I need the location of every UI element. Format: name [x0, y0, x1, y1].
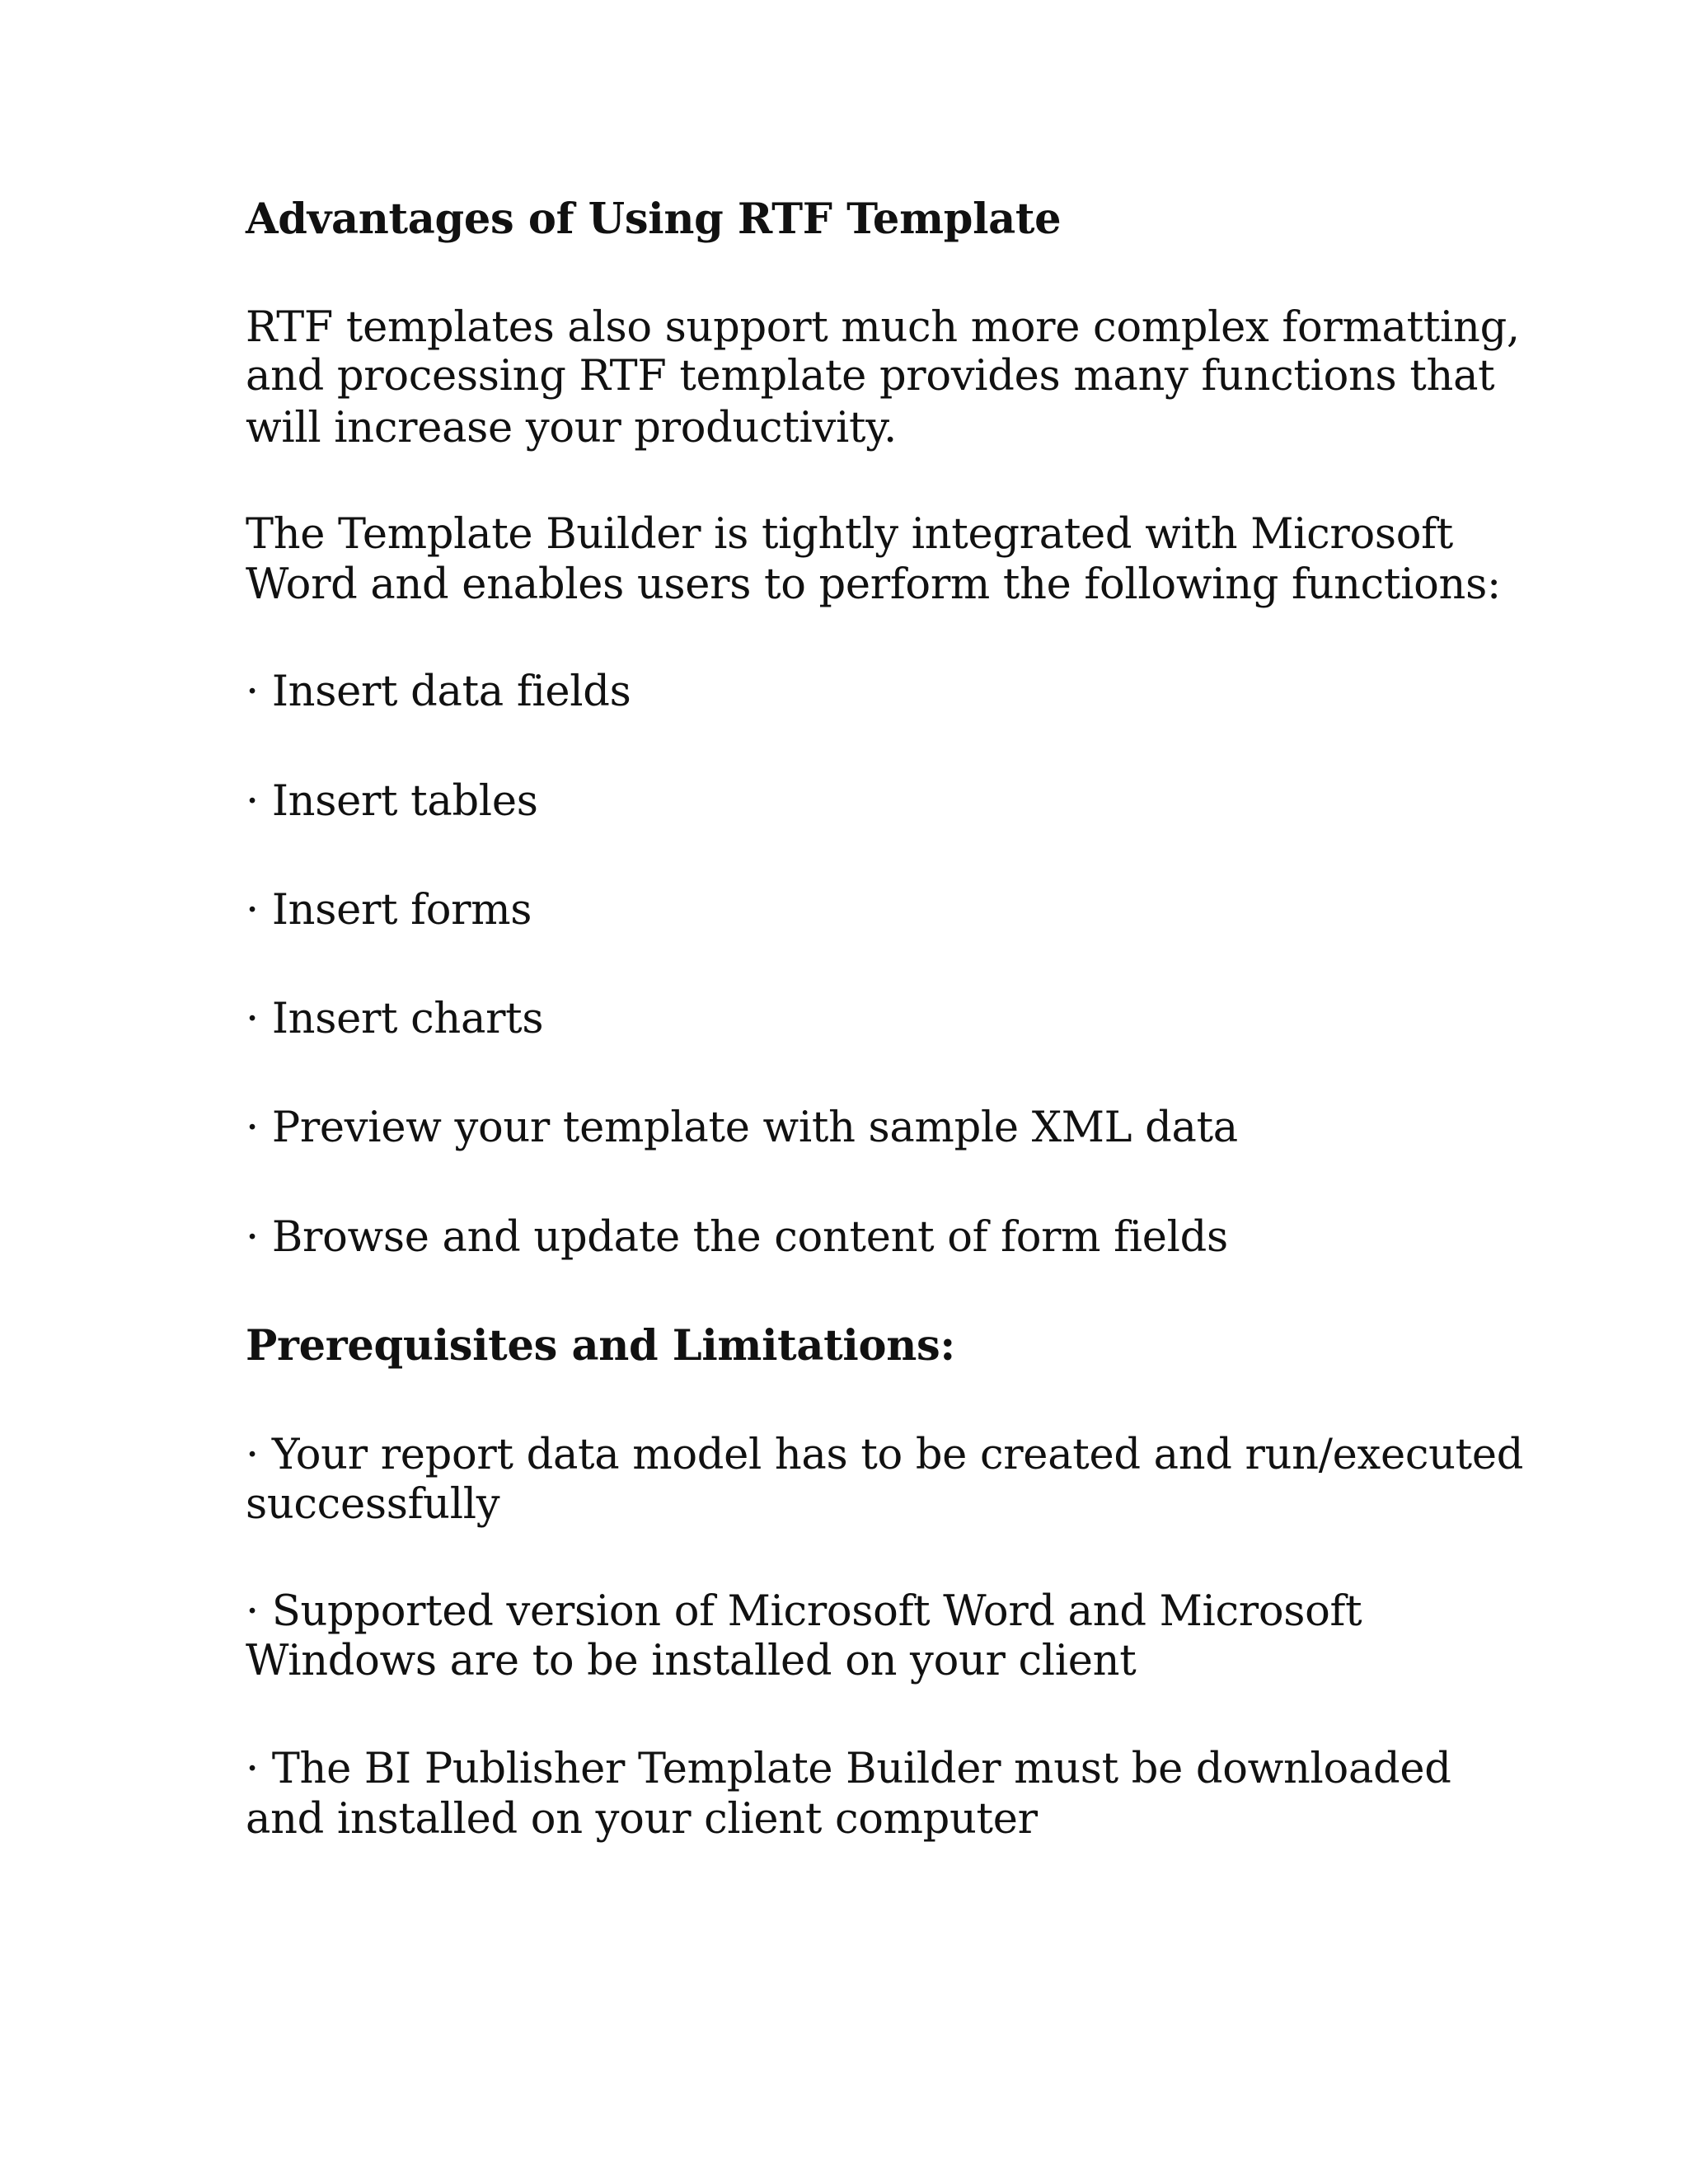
list-item: · Insert forms	[246, 886, 532, 935]
list-item: · Insert tables	[246, 777, 538, 826]
list-item: · Supported version of Microsoft Word and Microsoft	[246, 1587, 1362, 1636]
list-item: · Your report data model has to be created and run/executed	[246, 1431, 1524, 1479]
paragraph-line: The Template Builder is tightly integrated with Microsoft	[246, 510, 1453, 559]
list-item: · The BI Publisher Template Builder must be downloaded	[246, 1745, 1451, 1793]
paragraph-line: Word and enables users to perform the following functions:	[246, 560, 1501, 609]
section-heading: Prerequisites and Limitations:	[246, 1321, 955, 1371]
list-item: · Insert charts	[246, 995, 544, 1043]
paragraph-line: and processing RTF template provides many functions that	[246, 352, 1495, 401]
paragraph-line: RTF templates also support much more complex formatting,	[246, 303, 1520, 352]
list-item: · Insert data fields	[246, 668, 631, 716]
list-item-continuation: Windows are to be installed on your client	[246, 1637, 1137, 1685]
paragraph-line: will increase your productivity.	[246, 404, 897, 452]
page-title: Advantages of Using RTF Template	[246, 194, 1062, 244]
list-item: · Preview your template with sample XML data	[246, 1104, 1238, 1152]
list-item-continuation: successfully	[246, 1480, 500, 1529]
list-item: · Browse and update the content of form fields	[246, 1213, 1228, 1262]
list-item-continuation: and installed on your client computer	[246, 1795, 1038, 1844]
